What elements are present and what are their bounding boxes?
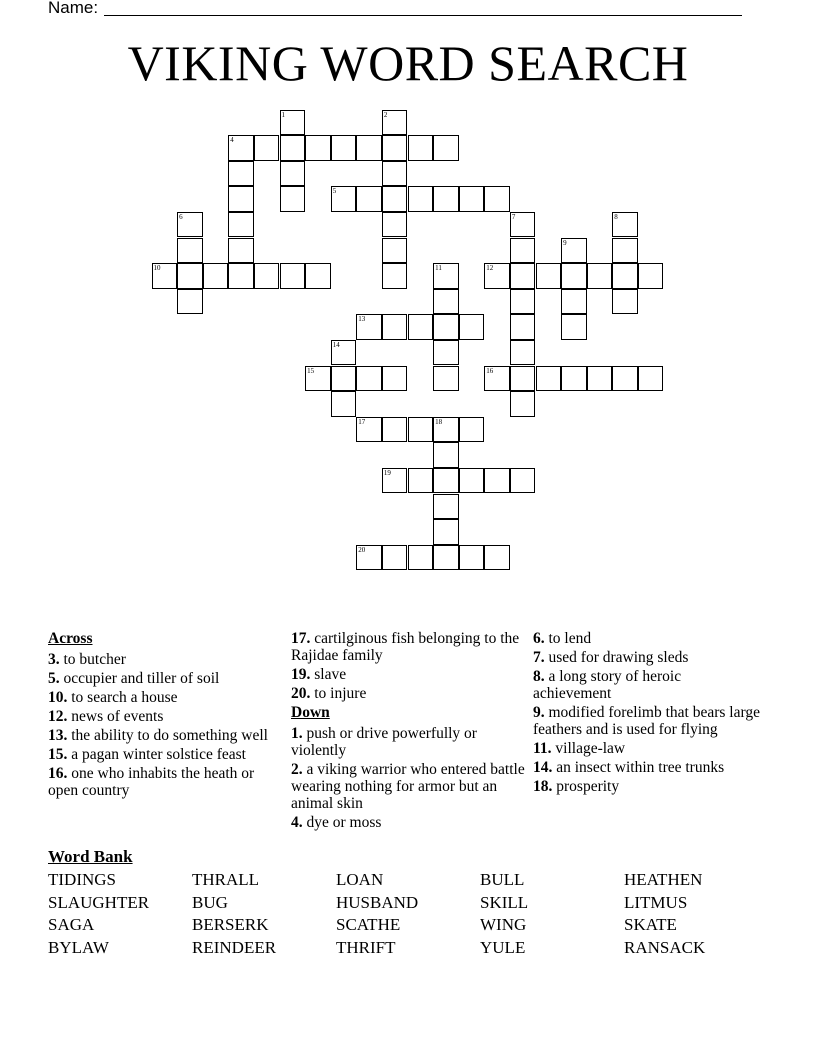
grid-cell[interactable] [331, 391, 357, 417]
grid-cell[interactable] [382, 212, 408, 238]
clue-number: 7. [533, 649, 545, 666]
grid-cell[interactable] [280, 161, 306, 187]
word-bank-word: BERSERK [192, 915, 269, 934]
word-bank-word: TIDINGS [48, 870, 116, 889]
grid-cell[interactable] [433, 494, 459, 520]
grid-cell[interactable] [510, 212, 536, 238]
clue-number: 10. [48, 689, 68, 706]
word-bank-word: HEATHEN [624, 870, 703, 889]
clue-number: 18 [435, 417, 443, 426]
word-bank-word: LITMUS [624, 892, 688, 912]
clue-item [533, 649, 763, 666]
clue-text: cartilginous fish belonging to the Rajidae family [291, 630, 520, 664]
grid-cell[interactable] [612, 366, 638, 392]
clue-number: 16. [48, 765, 68, 782]
word-bank-word: SKATE [624, 915, 677, 934]
grid-cell[interactable] [408, 186, 434, 212]
grid-cell[interactable] [587, 263, 613, 289]
grid-cell[interactable] [382, 263, 408, 289]
grid-cell[interactable] [536, 366, 562, 392]
grid-cell[interactable] [561, 366, 587, 392]
grid-cell[interactable] [356, 545, 382, 571]
clue-text: modified forelimb that bears large feathers and is used for flying [533, 704, 760, 738]
clue-text: dye or moss [302, 814, 382, 831]
grid-cell[interactable] [510, 314, 536, 340]
grid-cell[interactable] [433, 519, 459, 545]
grid-cell[interactable] [331, 186, 357, 212]
grid-cell[interactable] [408, 417, 434, 443]
grid-cell[interactable] [408, 135, 434, 161]
grid-cell[interactable] [382, 110, 408, 136]
clue-item [291, 666, 527, 683]
grid-cell[interactable] [561, 263, 587, 289]
clue-text: slave [310, 666, 347, 683]
clue-number: 4 [230, 136, 234, 145]
clue-number: 8 [614, 212, 618, 221]
clue-text: prosperity [552, 778, 620, 795]
clue-text: to lend [544, 630, 592, 647]
clue-number: 13. [48, 727, 68, 744]
clue-number: 14. [533, 759, 553, 776]
grid-cell[interactable] [382, 314, 408, 340]
grid-cell[interactable] [382, 468, 408, 494]
clue-number: 2. [291, 761, 303, 778]
grid-cell[interactable] [177, 289, 203, 315]
grid-cell[interactable] [254, 135, 280, 161]
grid-cell[interactable] [382, 417, 408, 443]
clues-column-2 [291, 630, 527, 833]
grid-cell[interactable] [177, 212, 203, 238]
grid-cell[interactable] [280, 186, 306, 212]
grid-cell[interactable] [459, 468, 485, 494]
clue-number: 18. [533, 778, 553, 795]
clue-item [48, 689, 280, 706]
grid-cell[interactable] [382, 545, 408, 571]
clue-number: 5. [48, 670, 60, 687]
clue-item [291, 725, 527, 759]
down-heading: Down [291, 704, 330, 721]
grid-cell[interactable] [228, 186, 254, 212]
grid-cell[interactable] [356, 366, 382, 392]
grid-cell[interactable] [280, 110, 306, 136]
clue-item [533, 759, 763, 776]
clue-item [291, 761, 527, 812]
grid-cell[interactable] [612, 263, 638, 289]
grid-cell[interactable] [305, 135, 331, 161]
clue-number: 2 [383, 110, 388, 119]
clue-text: to butcher [59, 651, 126, 668]
grid-cell[interactable] [484, 545, 510, 571]
word-bank-heading: Word Bank [48, 847, 133, 866]
grid-cell[interactable] [561, 289, 587, 315]
clue-number: 10 [153, 264, 161, 273]
clue-number: 1. [291, 725, 303, 742]
clue-text: to injure [310, 685, 367, 702]
clue-number: 17 [358, 417, 366, 426]
clue-number: 1 [281, 110, 285, 119]
grid-cell[interactable] [433, 263, 459, 289]
grid-cell[interactable] [228, 263, 254, 289]
clues-column-1 [48, 630, 280, 801]
grid-cell[interactable] [433, 186, 459, 212]
across-heading: Across [48, 630, 93, 647]
clue-text: push or drive powerfully or violently [291, 725, 477, 759]
clue-text: to search a house [67, 689, 178, 706]
clue-item [48, 670, 280, 687]
clue-number: 4. [291, 814, 303, 831]
clue-number: 7 [511, 212, 516, 221]
clue-number: 11. [533, 740, 552, 757]
grid-cell[interactable] [382, 366, 408, 392]
grid-cell[interactable] [382, 238, 408, 264]
grid-cell[interactable] [484, 366, 510, 392]
word-bank-word: SKILL [480, 892, 529, 912]
clue-number: 12. [48, 708, 68, 725]
grid-cell[interactable] [356, 186, 382, 212]
clue-item [291, 685, 527, 702]
word-bank-word: LOAN [336, 870, 384, 889]
grid-cell[interactable] [177, 238, 203, 264]
clue-number: 14 [332, 340, 340, 349]
grid-cell[interactable] [382, 135, 408, 161]
clue-text: one who inhabits the heath or open country [48, 765, 255, 799]
grid-cell[interactable] [203, 263, 229, 289]
grid-cell[interactable] [280, 135, 306, 161]
clue-number: 19. [291, 666, 311, 683]
grid-cell[interactable] [228, 212, 254, 238]
grid-cell[interactable] [433, 545, 459, 571]
clue-text: used for drawing sleds [544, 649, 689, 666]
word-bank-word: THRIFT [336, 937, 396, 957]
grid-cell[interactable] [305, 263, 331, 289]
clue-number: 15 [307, 366, 315, 375]
grid-cell[interactable] [433, 468, 459, 494]
clue-text: the ability to do something well [67, 727, 268, 744]
grid-cell[interactable] [433, 417, 459, 443]
word-bank-word: SLAUGHTER [48, 892, 150, 912]
grid-cell[interactable] [382, 186, 408, 212]
grid-cell[interactable] [459, 545, 485, 571]
grid-cell[interactable] [484, 186, 510, 212]
clue-item [48, 651, 280, 668]
grid-cell[interactable] [408, 468, 434, 494]
clue-number: 8. [533, 668, 545, 685]
clue-number: 17. [291, 630, 311, 647]
clue-item [48, 746, 280, 763]
grid-cell[interactable] [280, 263, 306, 289]
grid-cell[interactable] [305, 366, 331, 392]
grid-cell[interactable] [433, 340, 459, 366]
grid-cell[interactable] [484, 263, 510, 289]
clue-text: an insect within tree trunks [552, 759, 725, 776]
grid-cell[interactable] [433, 289, 459, 315]
clue-text: a viking warrior who entered battle wearing nothing for armor but an animal skin [291, 761, 525, 812]
clue-number: 9 [563, 238, 567, 247]
grid-cell[interactable] [408, 314, 434, 340]
grid-cell[interactable] [433, 366, 459, 392]
clue-item [291, 630, 527, 664]
grid-cell[interactable] [510, 340, 536, 366]
word-bank-word: BYLAW [48, 937, 109, 957]
clue-item [533, 740, 763, 757]
clue-text: village-law [551, 740, 626, 757]
clue-item [533, 704, 763, 738]
grid-cell[interactable] [254, 263, 280, 289]
grid-cell[interactable] [228, 135, 254, 161]
clue-text: a pagan winter solstice feast [67, 746, 246, 763]
word-bank-word: SCATHE [336, 915, 401, 934]
clue-item [48, 765, 280, 799]
clue-number: 12 [486, 264, 494, 273]
clue-item [291, 814, 527, 831]
grid-cell[interactable] [638, 366, 664, 392]
clue-number: 11 [435, 264, 442, 273]
clue-number: 20. [291, 685, 311, 702]
word-bank-word: HUSBAND [336, 892, 419, 912]
word-bank-word: SAGA [48, 915, 95, 934]
grid-cell[interactable] [433, 135, 459, 161]
grid-cell[interactable] [612, 212, 638, 238]
grid-cell[interactable] [228, 161, 254, 187]
grid-cell[interactable] [510, 366, 536, 392]
word-bank-word: WING [480, 915, 527, 934]
page-title: VIKING WORD SEARCH [127, 35, 689, 91]
word-bank [48, 847, 768, 959]
clue-text: a long story of heroic achievement [533, 668, 682, 702]
clue-text: news of events [67, 708, 164, 725]
grid-cell[interactable] [177, 263, 203, 289]
word-bank-word: BUG [192, 892, 228, 912]
clue-item [48, 727, 280, 744]
grid-cell[interactable] [382, 161, 408, 187]
clue-item [48, 708, 280, 725]
grid-cell[interactable] [510, 289, 536, 315]
grid-cell[interactable] [510, 238, 536, 264]
grid-cell[interactable] [561, 238, 587, 264]
clue-number: 5 [332, 187, 337, 196]
grid-cell[interactable] [459, 186, 485, 212]
grid-cell[interactable] [356, 314, 382, 340]
name-label: Name: [48, 0, 99, 17]
grid-cell[interactable] [433, 314, 459, 340]
grid-cell[interactable] [612, 289, 638, 315]
grid-cell[interactable] [228, 238, 254, 264]
grid-cell[interactable] [459, 314, 485, 340]
grid-cell[interactable] [408, 545, 434, 571]
clue-item [533, 630, 763, 647]
clue-number: 6. [533, 630, 545, 647]
clue-number: 9. [533, 704, 545, 721]
clue-text: occupier and tiller of soil [59, 670, 220, 687]
word-bank-word: YULE [480, 937, 526, 957]
clue-number: 3. [48, 651, 60, 668]
grid-cell[interactable] [536, 263, 562, 289]
clue-number: 19 [383, 468, 391, 477]
grid-cell[interactable] [459, 417, 485, 443]
grid-cell[interactable] [484, 468, 510, 494]
clue-number: 15. [48, 746, 68, 763]
grid-cell[interactable] [510, 263, 536, 289]
clue-item [533, 778, 763, 795]
word-bank-word: THRALL [192, 870, 260, 889]
grid-cell[interactable] [433, 442, 459, 468]
clue-number: 16 [486, 366, 494, 375]
clue-number: 6 [179, 212, 183, 221]
word-bank-word: RANSACK [624, 937, 706, 957]
clues-column-3 [533, 630, 763, 797]
word-bank-word: BULL [480, 870, 525, 889]
grid-cell[interactable] [587, 366, 613, 392]
grid-cell[interactable] [356, 135, 382, 161]
word-bank-word: REINDEER [192, 937, 277, 957]
grid-cell[interactable] [510, 468, 536, 494]
grid-cell[interactable] [331, 340, 357, 366]
grid-cell[interactable] [561, 314, 587, 340]
grid-cell[interactable] [356, 417, 382, 443]
clue-number: 13 [358, 315, 366, 324]
grid-cell[interactable] [638, 263, 664, 289]
grid-cell[interactable] [510, 391, 536, 417]
clue-number: 20 [358, 545, 366, 554]
grid-cell[interactable] [331, 366, 357, 392]
grid-cell[interactable] [331, 135, 357, 161]
clue-item [533, 668, 763, 702]
grid-cell[interactable] [612, 238, 638, 264]
grid-cell[interactable] [152, 263, 178, 289]
